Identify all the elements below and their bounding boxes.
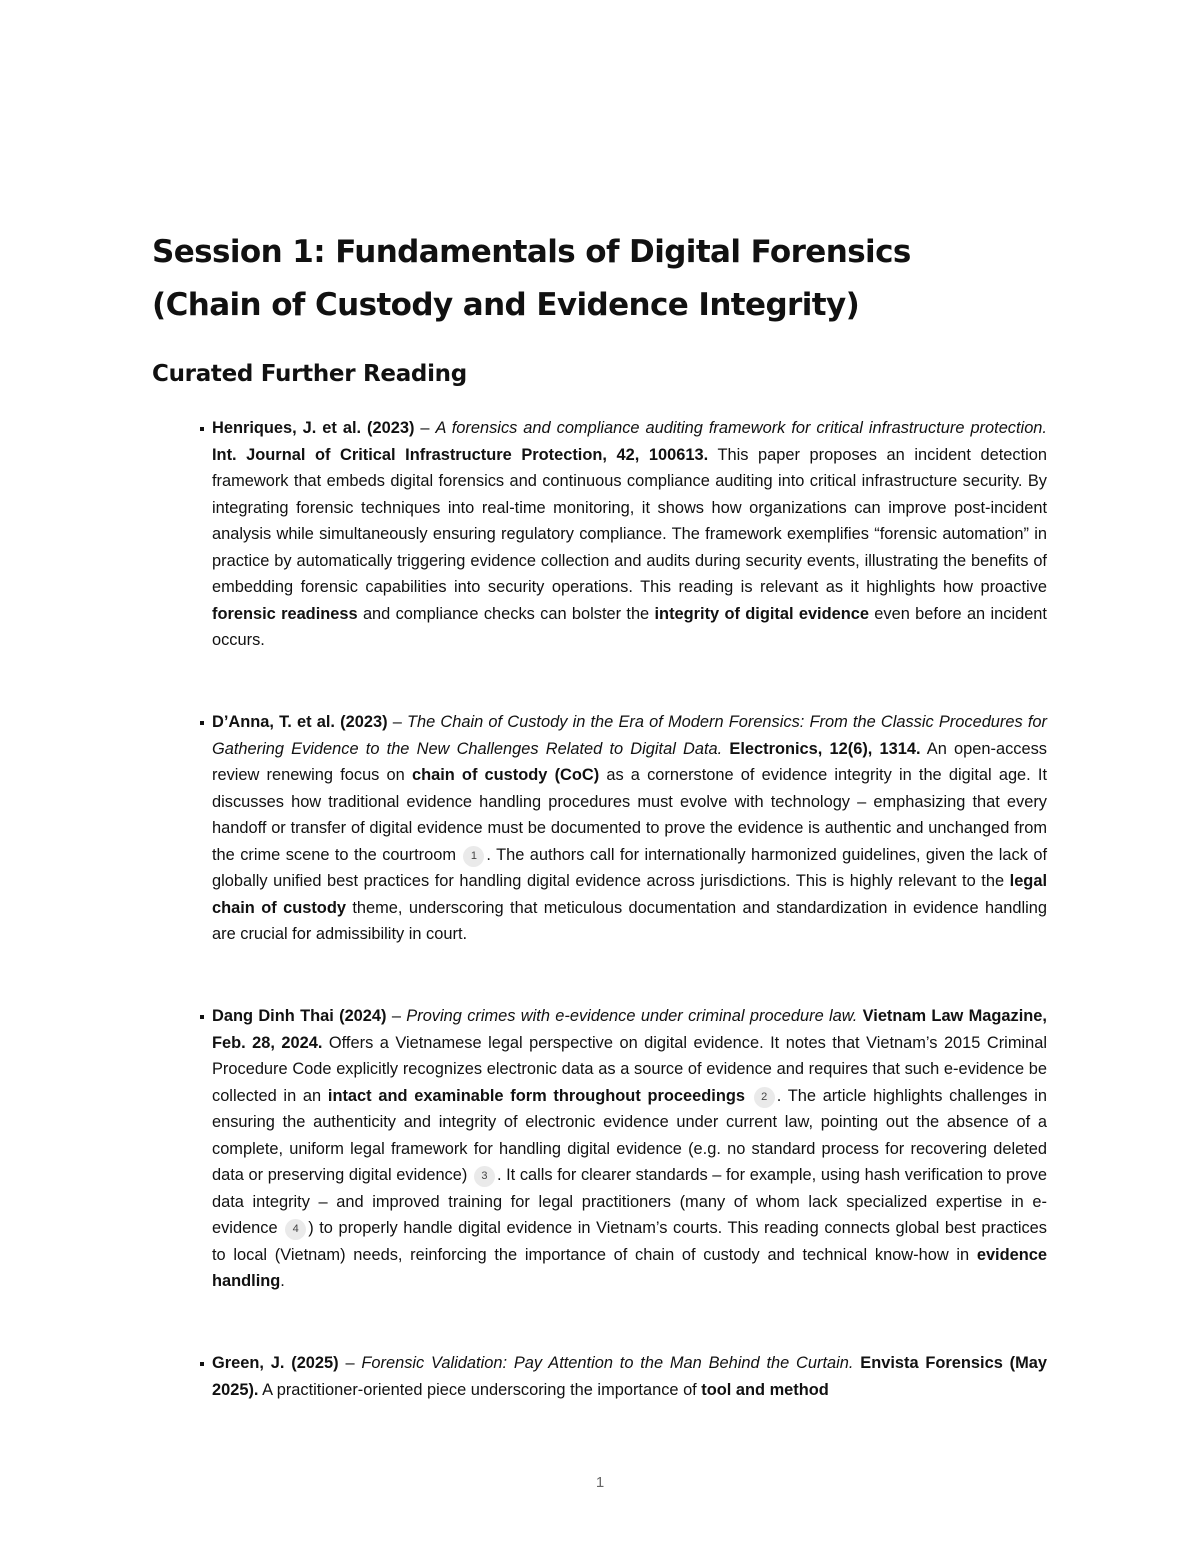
page-number: 1 (595, 1474, 605, 1491)
key-term: evidence handling (212, 1245, 1047, 1290)
reference-item-dang-dinh-thai: Dang Dinh Thai (2024) – Proving crimes with e-evidence under criminal procedure law. Vietnam Law Magazine, Feb. 28, 2024. Offers a Vietnamese legal perspective on digital evidence. It notes that Vietnam’s 2015 Criminal Procedure Code explicitly recognizes electronic data as a source of evidence and requires that such e-evidence be collected in an intact and examinable form throughout proceedings 2 . The article highlights challenges in ensuring the authenticity and integrity of electronic evidence under current law, pointing out the absence of a complete, uniform legal framework for handling digital evidence (e.g. no standard process for recovering deleted data or preserving digital evidence) 3 . It calls for clearer standards – for example, using hash verification to prove data integrity – and improved training for legal practitioners (many of whom lack specialized expertise in e-evidence 4 ) to properly handle digital evidence in Vietnam’s courts. This reading connects global best practices to local (Vietnam) needs, reinforcing the importance of chain of custody and technical know-how in evidence handling. (212, 1003, 1047, 1295)
reference-venue: Electronics, 12(6), 1314. (729, 739, 921, 758)
reference-venue: Envista Forensics (May 2025). (212, 1354, 1048, 1399)
reference-title: Forensic Validation: Pay Attention to the Man Behind the Curtain. (361, 1354, 854, 1372)
reference-text: Offers a Vietnamese legal perspective on digital evidence. It notes that Vietnam’s 2015 Criminal Procedure Code explicitly recognizes electronic data as a source of evidence and requires that such e-evidence be collected in an (212, 1033, 1047, 1105)
reference-venue: Vietnam Law Magazine, Feb. 28, 2024. (212, 1007, 1047, 1052)
reference-title: The Chain of Custody in the Era of Modern Forensics: From the Classic Procedures for Gathering Evidence to the New Challenges Related to Digital Data. (212, 713, 1047, 758)
key-term: legal chain of custody (212, 872, 1047, 917)
key-term: chain of custody (CoC) (411, 766, 600, 784)
key-term: intact and examinable form throughout proceedings (327, 1086, 745, 1105)
reference-venue: Int. Journal of Critical Infrastructure Protection, 42, 100613. (212, 445, 709, 464)
reference-author: Henriques, J. et al. (2023) (212, 419, 415, 437)
reference-title: A forensics and compliance auditing framework for critical infrastructure protection. (435, 419, 1047, 437)
bullet-icon (200, 721, 204, 725)
reference-text: A practitioner-oriented piece underscoring the importance of (258, 1380, 702, 1399)
footnote-marker[interactable]: 4 (285, 1219, 306, 1240)
title-line-1: Session 1: Fundamentals of Digital Forensics (152, 234, 911, 270)
reference-author: D’Anna, T. et al. (2023) (212, 713, 388, 731)
footnote-marker[interactable]: 2 (754, 1087, 775, 1108)
footnote-marker[interactable]: 1 (463, 846, 484, 867)
bullet-icon (200, 1362, 204, 1366)
reference-author: Dang Dinh Thai (2024) (212, 1007, 387, 1025)
reference-item-danna: D’Anna, T. et al. (2023) – The Chain of Custody in the Era of Modern Forensics: From the Classic Procedures for Gathering Evidence to the New Challenges Related to Digital Data. Electronics, 12(6), 1314. An open-access review renewing focus on chain of custody (CoC) as a cornerstone of evidence integrity in the digital age. It discusses how traditional evidence handling procedures must evolve with technology – emphasizing that every handoff or transfer of digital evidence must be documented to prove the evidence is authentic and unchanged from the crime scene to the courtroom 1 . The authors call for internationally harmonized guidelines, given the lack of globally unified best practices for handling digital evidence across jurisdictions. This is highly relevant to the legal chain of custody theme, underscoring that meticulous documentation and standardization in evidence handling are crucial for admissibility in court. (212, 709, 1047, 948)
bullet-icon (200, 427, 204, 431)
key-term: forensic readiness (212, 604, 358, 623)
reference-text: An open-access review renewing focus on (212, 739, 1047, 784)
page-title (152, 226, 1052, 332)
reference-text: This paper proposes an incident detection framework that embeds digital forensics and continuous compliance auditing into critical infrastructure security. By integrating forensic techniques into real-time monitoring, it shows how organizations can improve post-incident analysis while simultaneously ensuring regulatory compliance. The framework exemplifies “forensic automation” in practice by automatically triggering evidence collection and audits during security events, illustrating the benefits of embedding forensic capabilities into security operations. This reading is relevant as it highlights how proactive (212, 445, 1047, 596)
section-heading: Curated Further Reading (152, 361, 467, 387)
key-term: integrity of digital evidence (654, 604, 869, 623)
footnote-marker[interactable]: 3 (474, 1166, 495, 1187)
key-term: tool and method (701, 1380, 829, 1399)
title-line-2: (Chain of Custody and Evidence Integrity) (152, 287, 860, 323)
reference-title: Proving crimes with e-evidence under criminal procedure law. (406, 1007, 858, 1025)
bullet-icon (200, 1015, 204, 1019)
reference-author: Green, J. (2025) (212, 1354, 339, 1372)
reference-item-green: Green, J. (2025) – Forensic Validation: Pay Attention to the Man Behind the Curtain. Envista Forensics (May 2025). A practitioner-oriented piece underscoring the importance of tool and method (212, 1350, 1047, 1403)
reference-item-henriques: Henriques, J. et al. (2023) – A forensics and compliance auditing framework for critical infrastructure protection. Int. Journal of Critical Infrastructure Protection, 42, 100613. This paper proposes an incident detection framework that embeds digital forensics and continuous compliance auditing into critical infrastructure security. By integrating forensic techniques into real-time monitoring, it shows how organizations can improve post-incident analysis while simultaneously ensuring regulatory compliance. The framework exemplifies “forensic automation” in practice by automatically triggering evidence collection and audits during security events, illustrating the benefits of embedding forensic capabilities into security operations. This reading is relevant as it highlights how proactive forensic readiness and compliance checks can bolster the integrity of digital evidence even before an incident occurs. (212, 415, 1047, 654)
